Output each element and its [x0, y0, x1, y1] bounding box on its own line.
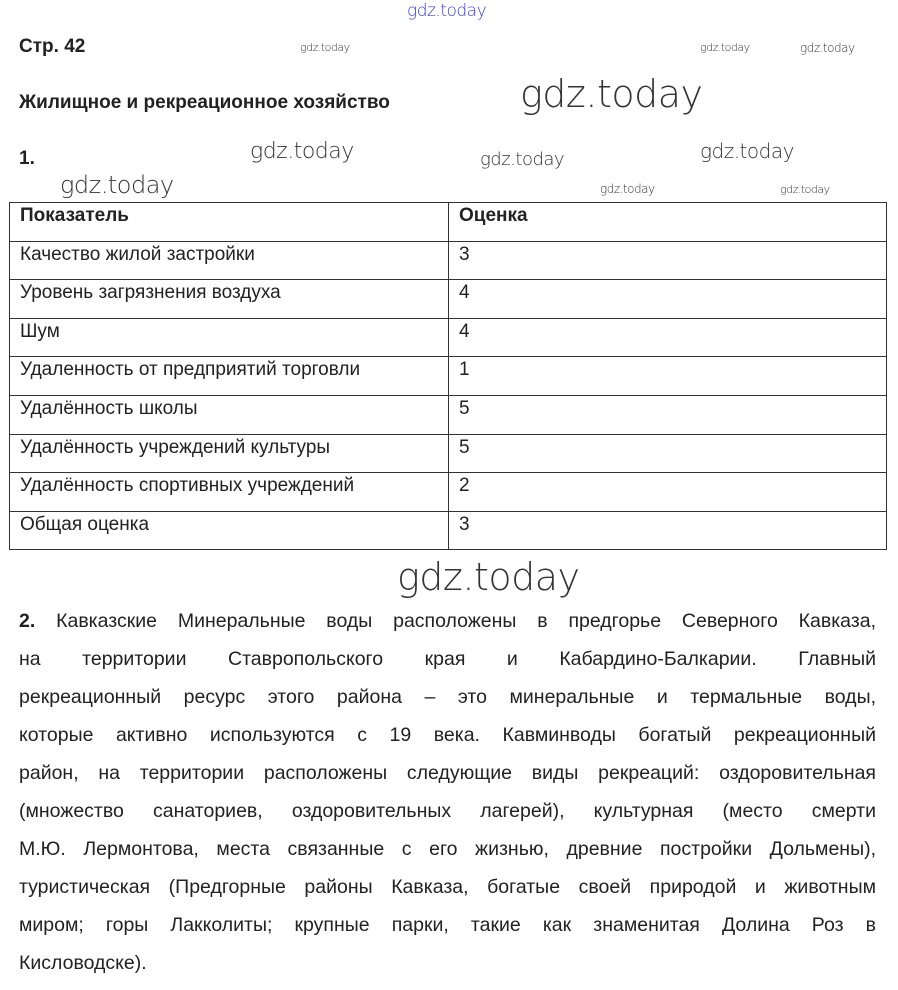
indicator-cell: Удалённость учреждений культуры [10, 434, 449, 473]
score-cell: 1 [449, 357, 887, 396]
page-number: Стр. 42 [19, 36, 86, 57]
table-row [10, 241, 887, 280]
task-2-label: 2. [19, 610, 36, 632]
score-cell: 3 [449, 241, 887, 280]
watermark: gdz.today [600, 182, 655, 196]
section-heading: Жилищное и рекреационное хозяйство [19, 92, 390, 113]
table-row [10, 395, 887, 434]
paragraph-line: район, на территории расположены следующие виды рекреаций: оздоровительная [19, 762, 876, 784]
paragraph-line: (множество санаториев, оздоровительных лагерей), культурная (место смерти [19, 800, 876, 822]
paragraph-line: М.Ю. Лермонтова, места связанные с его жизнью, древние постройки Дольмены), [19, 838, 876, 860]
watermark: gdz.today [60, 171, 174, 199]
indicator-cell: Шум [10, 318, 449, 357]
watermark: gdz.today [250, 139, 354, 164]
paragraph-text: Кавказские Минеральные воды расположены в предгорье Северного Кавказа, [35, 610, 876, 632]
task-1-label: 1. [19, 148, 35, 169]
paragraph-line: рекреационный ресурс этого района – это минеральные и термальные воды, [19, 686, 876, 708]
score-cell: 5 [449, 395, 887, 434]
table-row [10, 318, 887, 357]
watermark: gdz.today [480, 149, 565, 170]
score-cell: 4 [449, 318, 887, 357]
paragraph-line: туристическая (Предгорные районы Кавказа, богатые своей природой и животным [19, 876, 876, 898]
paragraph-line [19, 608, 876, 646]
indicator-cell: Удалённость спортивных учреждений [10, 473, 449, 512]
score-cell: 3 [449, 511, 887, 550]
table-row [10, 473, 887, 512]
paragraph-line: на территории Ставропольского края и Кабардино-Балкарии. Главный [19, 648, 876, 670]
watermark: gdz.today [700, 41, 750, 54]
table-row [10, 357, 887, 396]
watermark: gdz.today [700, 139, 794, 163]
table-row [10, 280, 887, 319]
indicator-cell: Удалённость школы [10, 395, 449, 434]
score-cell: 4 [449, 280, 887, 319]
watermark: gdz.today [397, 555, 580, 599]
column-header: Оценка [449, 203, 887, 242]
paragraph-line: Кисловодске). [19, 952, 147, 974]
table-row [10, 511, 887, 550]
paragraph-line: миром; горы Лакколиты; крупные парки, такие как знаменитая Долина Роз в [19, 914, 876, 936]
watermark: gdz.today [407, 1, 487, 21]
watermark: gdz.today [520, 72, 703, 116]
indicator-cell: Качество жилой застройки [10, 241, 449, 280]
column-header: Показатель [10, 203, 449, 242]
score-cell: 5 [449, 434, 887, 473]
indicator-cell: Общая оценка [10, 511, 449, 550]
paragraph-line: которые активно используются с 19 века. Кавминводы богатый рекреационный [19, 724, 876, 746]
assessment-table [9, 202, 887, 550]
watermark: gdz.today [800, 41, 855, 55]
table-header-row [10, 203, 887, 242]
table-row [10, 434, 887, 473]
watermark: gdz.today [300, 41, 350, 54]
score-cell: 2 [449, 473, 887, 512]
task-2-paragraph [19, 608, 876, 988]
indicator-cell: Удаленность от предприятий торговли [10, 357, 449, 396]
indicator-cell: Уровень загрязнения воздуха [10, 280, 449, 319]
watermark: gdz.today [780, 183, 830, 196]
